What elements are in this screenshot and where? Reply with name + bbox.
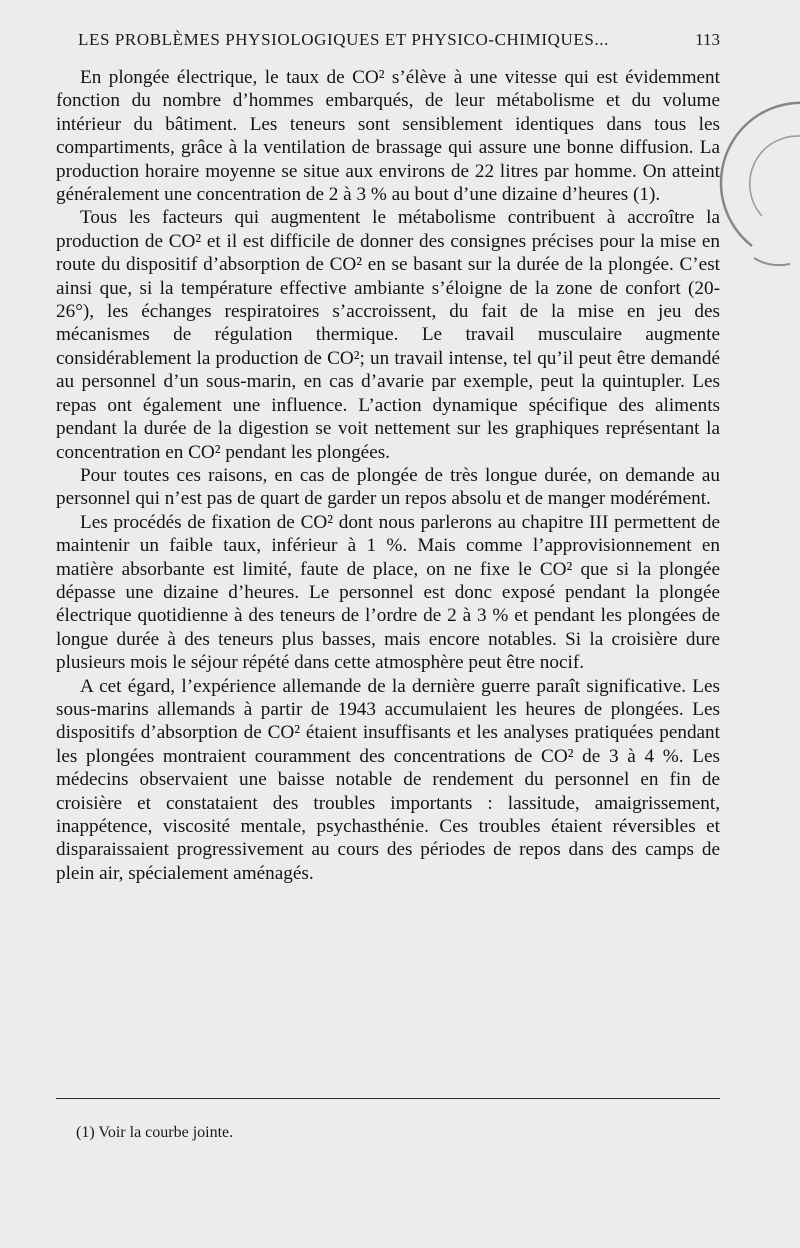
paragraph: Pour toutes ces raisons, en cas de plongée de très longue durée, on demande au personnel qui n’est pas de quart de garder un repos absolu et de manger modérément.: [56, 464, 720, 510]
page-number: 113: [695, 30, 720, 49]
library-stamp: [730, 96, 800, 286]
body-text: [56, 66, 720, 885]
paragraph: Tous les facteurs qui augmentent le métabolisme contribuent à accroître la production de CO² et il est difficile de donner des consignes précises pour la mise en route du dispositif d’absorption de CO² en se basant sur la durée de la plongée. C’est ainsi que, si la température effective ambiante s’éloigne de la zone de confort (20-26°), les échanges respiratoires s’accroissent, du fait de la mise en jeu des mécanismes de régulation thermique. Le travail musculaire augmente considérablement la production de CO²; un travail intense, tel qu’il peut être demandé au personnel d’un sous-marin, en cas d’avarie par exemple, peut la quintupler. Les repas ont également une influence. L’action dynamique spécifique des aliments pendant la durée de la digestion se voit nettement sur les graphiques représentant la concentration en CO² pendant les plongées.: [56, 207, 720, 463]
paragraph: En plongée électrique, le taux de CO² s’élève à une vitesse qui est évidemment fonction du nombre d’hommes embarqués, de leur métabolisme et du volume intérieur du bâtiment. Les teneurs sont sensiblement identiques dans tous les compartiments, grâce à la ventilation de brassage qui assure une bonne diffusion. La production horaire moyenne se situe aux environs de 22 litres par homme. On atteint généralement une concentration de 2 à 3 % au bout d’une dizaine d’heures (1).: [56, 67, 720, 206]
running-title: LES PROBLÈMES PHYSIOLOGIQUES ET PHYSICO-CHIMIQUES...: [78, 30, 610, 49]
paragraph: A cet égard, l’expérience allemande de la dernière guerre paraît significative. Les sous-marins allemands à partir de 1943 accumulaient les heures de plongées. Les dispositifs d’absorption de CO² étaient insuffisants et les analyses pratiquées pendant les plongées montraient couramment des concentrations de CO² de 3 à 4 %. Les médecins observaient une baisse notable de rendement du personnel en fin de croisière et constataient des troubles importants : lassitude, amaigrissement, inappétence, viscosité mentale, psychasthénie. Ces troubles étaient réversibles et disparaissaient progressivement au cours des périodes de repos dans des camps de plein air, spécialement aménagés.: [56, 675, 720, 884]
footnote: (1) Voir la courbe jointe.: [76, 1124, 234, 1141]
running-head: [78, 30, 720, 54]
footnote-separator: [56, 1098, 720, 1099]
paragraph: Les procédés de fixation de CO² dont nous parlerons au chapitre III permettent de maintenir un faible taux, inférieur à 1 %. Mais comme l’approvisionnement en matière absorbante est limité, faute de place, on ne fixe le CO² que si la plongée dépasse une dizaine d’heures. Le personnel est donc exposé pendant la plongée électrique quotidienne à des teneurs de l’ordre de 2 à 3 % et pendant les plongées de longue durée à des teneurs plus basses, mais encore notables. Si la croisière dure plusieurs mois le séjour répété dans cette atmosphère peut être nocif.: [56, 511, 720, 674]
